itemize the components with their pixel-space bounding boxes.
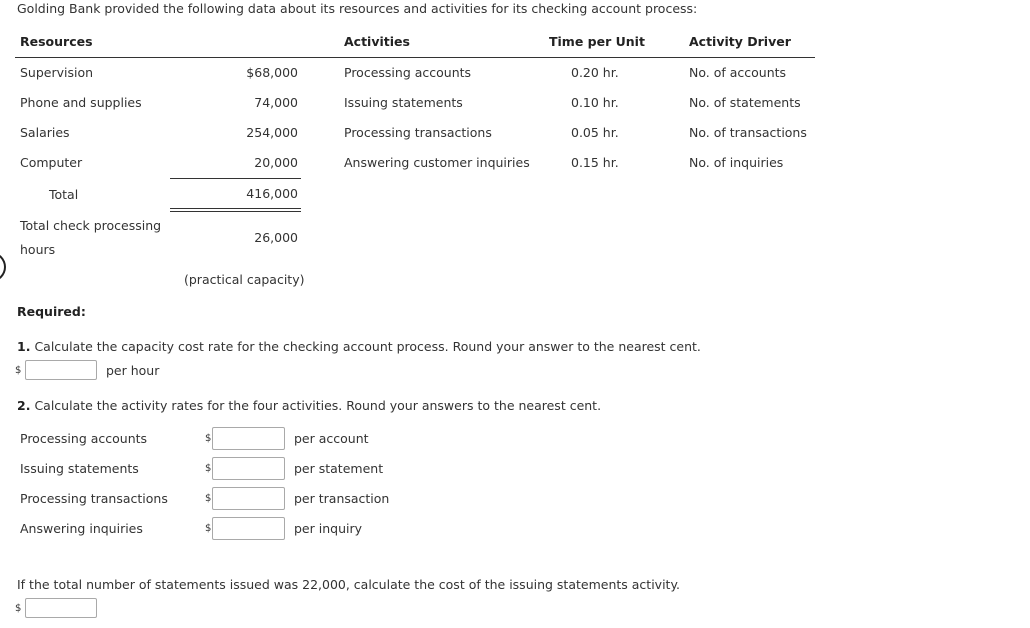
- q1-text: Calculate the capacity cost rate for the checking account process. Round your answer to the nearest cent.: [34, 339, 701, 354]
- header-activities: Activities: [344, 34, 410, 49]
- resource-name: Salaries: [20, 125, 70, 140]
- q3-currency: $: [15, 603, 22, 614]
- activity-name: Answering customer inquiries: [344, 155, 530, 170]
- activity-name: Processing accounts: [344, 65, 472, 80]
- activity-rate-inquiries-input[interactable]: [212, 517, 285, 540]
- resource-name: Phone and supplies: [20, 95, 142, 110]
- required-label: Required:: [17, 304, 86, 319]
- q2-prompt: [17, 398, 601, 413]
- resource-amount: $68,000: [246, 65, 298, 80]
- q1-prompt: [17, 339, 701, 354]
- activity-time: 0.05 hr.: [571, 125, 619, 140]
- activity-rate-accounts-input[interactable]: [212, 427, 285, 450]
- header-time-per-unit: Time per Unit: [549, 34, 645, 49]
- total-amount: 416,000: [246, 186, 298, 201]
- activity-rate-label-inquiries: Answering inquiries: [20, 521, 143, 536]
- activity-rate-statements-input[interactable]: [212, 457, 285, 480]
- total-double-rule-top: [170, 208, 301, 209]
- q3-text: If the total number of statements issued was 22,000, calculate the cost of the issuing statements activity.: [17, 577, 681, 592]
- header-resources: Resources: [20, 34, 93, 49]
- side-panel-tab[interactable]: [0, 252, 6, 282]
- q1-unit: per hour: [106, 363, 160, 378]
- activity-rate-unit-statements: per statement: [294, 461, 384, 476]
- activity-rate-unit-accounts: per account: [294, 431, 369, 446]
- activity-rate-currency: $: [205, 493, 212, 504]
- activity-rate-label-transactions: Processing transactions: [20, 491, 168, 506]
- activity-rate-label-accounts: Processing accounts: [20, 431, 148, 446]
- total-label: Total: [49, 187, 79, 202]
- activity-name: Issuing statements: [344, 95, 463, 110]
- activity-driver: No. of statements: [689, 95, 801, 110]
- resource-amount: 20,000: [254, 155, 298, 170]
- activity-rate-label-statements: Issuing statements: [20, 461, 139, 476]
- activity-rate-currency: $: [205, 523, 212, 534]
- capacity-note: (practical capacity): [184, 272, 305, 287]
- activity-name: Processing transactions: [344, 125, 492, 140]
- resource-amount: 74,000: [254, 95, 298, 110]
- hours-amount: 26,000: [254, 230, 298, 245]
- header-rule: [15, 57, 815, 58]
- activity-driver: No. of transactions: [689, 125, 807, 140]
- activity-time: 0.20 hr.: [571, 65, 619, 80]
- hours-label-line1: Total check processing: [20, 218, 162, 233]
- q2-text: Calculate the activity rates for the four activities. Round your answers to the nearest cent.: [34, 398, 602, 413]
- activity-time: 0.10 hr.: [571, 95, 619, 110]
- activity-rate-unit-transactions: per transaction: [294, 491, 390, 506]
- resource-name: Supervision: [20, 65, 94, 80]
- q1-currency: $: [15, 365, 22, 376]
- total-double-rule-bottom: [170, 211, 301, 212]
- activity-rate-transactions-input[interactable]: [212, 487, 285, 510]
- q1-number: 1.: [17, 339, 31, 354]
- hours-label-line2: hours: [20, 242, 56, 257]
- header-activity-driver: Activity Driver: [689, 34, 791, 49]
- intro-text: Golding Bank provided the following data about its resources and activities for its checking account process:: [17, 1, 698, 16]
- resource-amount: 254,000: [246, 125, 298, 140]
- capacity-cost-rate-input[interactable]: [25, 360, 97, 380]
- activity-rate-unit-inquiries: per inquiry: [294, 521, 362, 536]
- q2-number: 2.: [17, 398, 31, 413]
- subtotal-rule: [170, 178, 301, 179]
- issuing-statements-cost-input[interactable]: [25, 598, 97, 618]
- activity-rate-currency: $: [205, 433, 212, 444]
- resource-name: Computer: [20, 155, 83, 170]
- activity-driver: No. of accounts: [689, 65, 787, 80]
- activity-rate-currency: $: [205, 463, 212, 474]
- activity-driver: No. of inquiries: [689, 155, 784, 170]
- activity-time: 0.15 hr.: [571, 155, 619, 170]
